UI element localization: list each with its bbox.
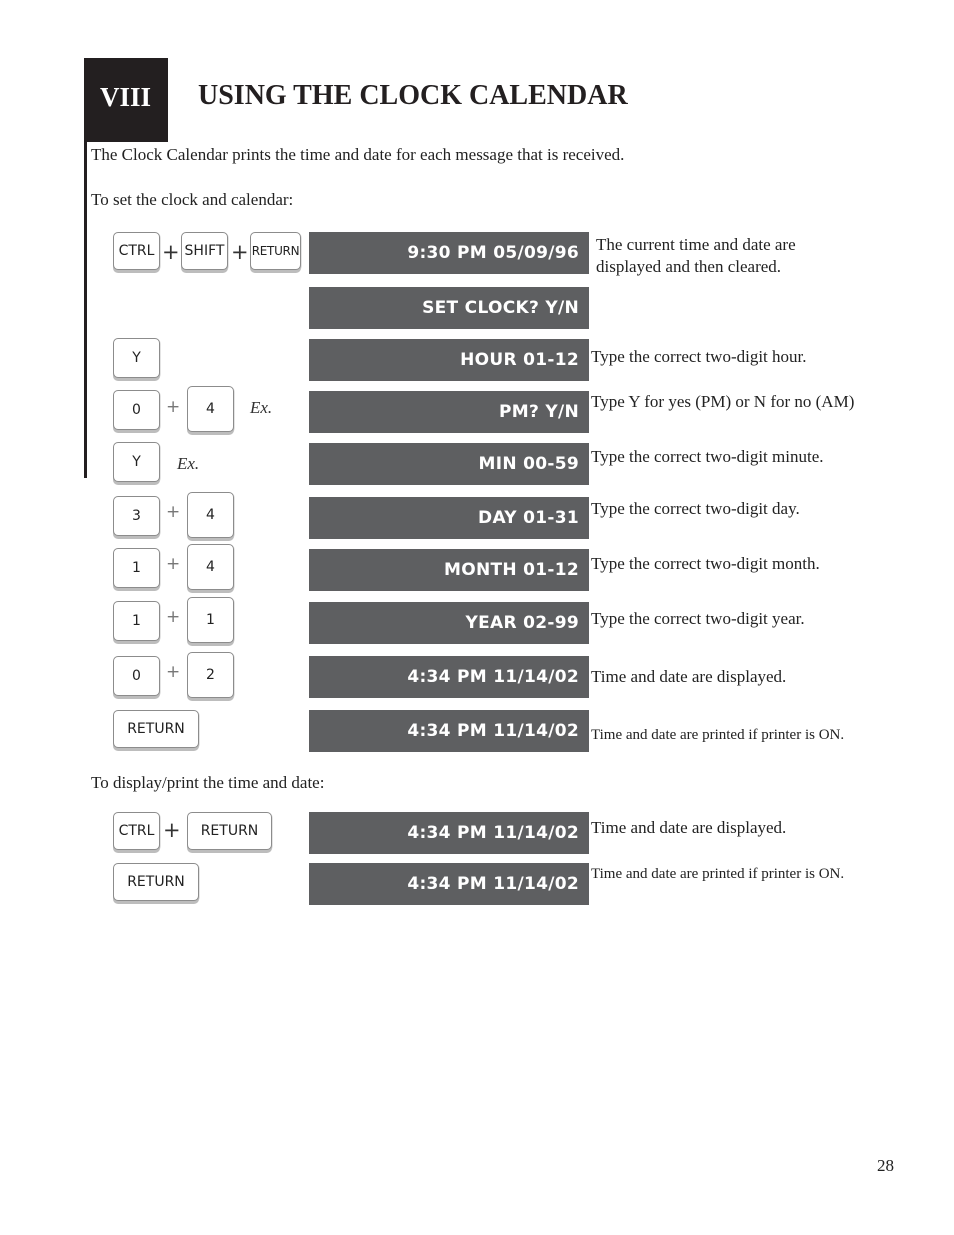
digit-1-key: 1	[187, 597, 234, 643]
ctrl-key: CTRL	[113, 232, 160, 270]
digit-4-key: 4	[187, 492, 234, 538]
lcd-display: 4:34 PM 11/14/02	[309, 656, 589, 698]
example-label: Ex.	[250, 398, 273, 417]
page-title: USING THE CLOCK CALENDAR	[198, 80, 628, 111]
lcd-display: 4:34 PM 11/14/02	[309, 710, 589, 752]
return-key: RETURN	[187, 812, 272, 850]
return-key: RETURN	[250, 232, 301, 270]
lcd-display: MIN 00-59	[309, 443, 589, 485]
step-description: Type the correct two-digit month.	[591, 554, 820, 573]
display-print-heading: To display/print the time and date:	[91, 773, 325, 792]
step-description: Time and date are displayed.	[591, 667, 787, 686]
lcd-display: YEAR 02-99	[309, 602, 589, 644]
y-key: Y	[113, 338, 160, 378]
section-rule	[84, 142, 87, 478]
digit-1-key: 1	[113, 548, 160, 588]
plus-sign: +	[162, 240, 180, 264]
digit-0-key: 0	[113, 390, 160, 430]
section-number: VIII	[100, 82, 152, 112]
plus-sign: +	[166, 397, 181, 417]
plus-sign: +	[166, 502, 181, 522]
lcd-display: 4:34 PM 11/14/02	[309, 812, 589, 854]
lcd-display: HOUR 01-12	[309, 339, 589, 381]
return-key: RETURN	[113, 863, 199, 901]
ctrl-key: CTRL	[113, 812, 160, 850]
step-description: Type Y for yes (PM) or N for no (AM)	[591, 392, 855, 411]
lcd-display: MONTH 01-12	[309, 549, 589, 591]
lcd-display: 9:30 PM 05/09/96	[309, 232, 589, 274]
step-description: Type the correct two-digit minute.	[591, 447, 824, 466]
digit-1-key: 1	[113, 601, 160, 641]
set-clock-heading: To set the clock and calendar:	[91, 190, 294, 209]
intro-paragraph: The Clock Calendar prints the time and date for each message that is received.	[91, 145, 625, 164]
lcd-display: DAY 01-31	[309, 497, 589, 539]
digit-4-key: 4	[187, 544, 234, 590]
lcd-display: 4:34 PM 11/14/02	[309, 863, 589, 905]
plus-sign: +	[166, 554, 181, 574]
step-description: The current time and date are displayed and then cleared.	[596, 235, 796, 276]
shift-key: SHIFT	[181, 232, 228, 270]
digit-3-key: 3	[113, 496, 160, 536]
example-label: Ex.	[177, 454, 200, 473]
y-key: Y	[113, 442, 160, 482]
plus-sign: +	[231, 240, 249, 264]
digit-2-key: 2	[187, 652, 234, 698]
lcd-display: PM? Y/N	[309, 391, 589, 433]
step-description: Time and date are displayed.	[591, 818, 787, 837]
step-description: Type the correct two-digit hour.	[591, 347, 807, 366]
plus-sign: +	[166, 607, 181, 627]
step-description: Type the correct two-digit year.	[591, 609, 805, 628]
step-description: Time and date are printed if printer is ON.	[591, 727, 845, 743]
step-description: Type the correct two-digit day.	[591, 499, 800, 518]
lcd-display: SET CLOCK? Y/N	[309, 287, 589, 329]
page-number: 28	[877, 1156, 894, 1175]
step-description: Time and date are printed if printer is ON.	[591, 866, 845, 882]
plus-sign: +	[166, 662, 181, 682]
return-key: RETURN	[113, 710, 199, 748]
digit-0-key: 0	[113, 656, 160, 696]
digit-4-key: 4	[187, 386, 234, 432]
plus-sign: +	[163, 818, 181, 842]
